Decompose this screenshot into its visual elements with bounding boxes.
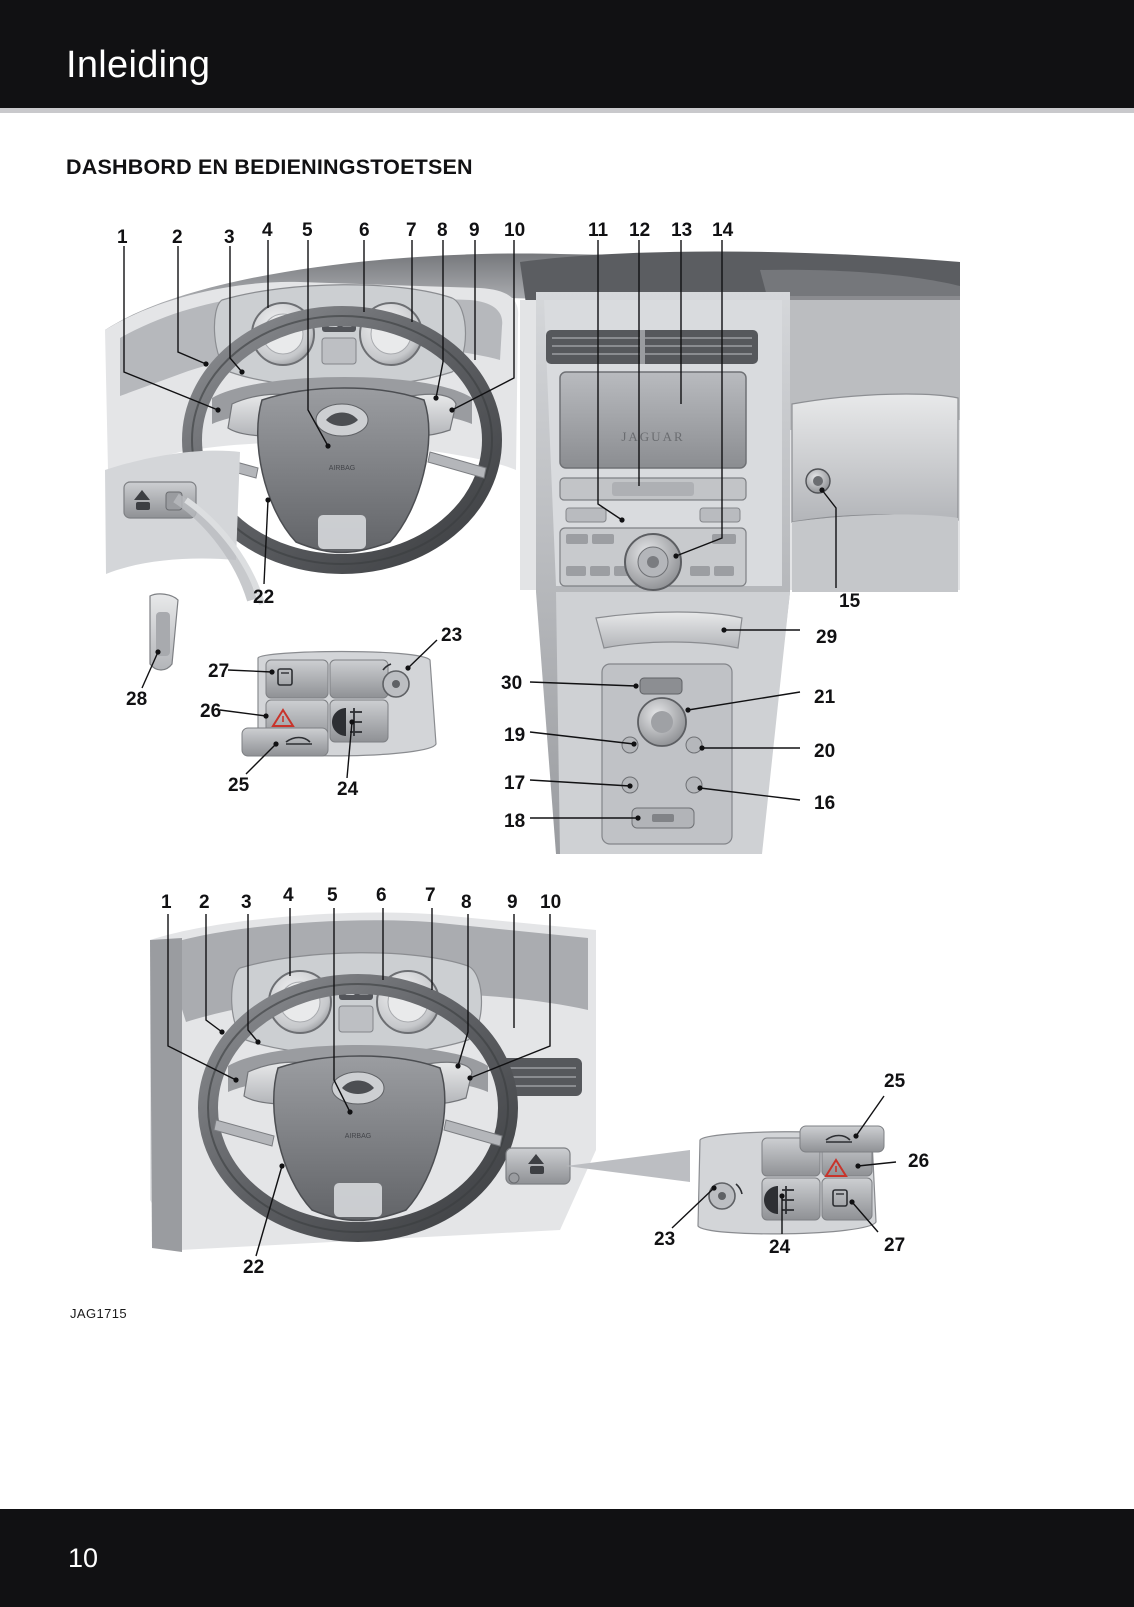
callout-27: 27 — [208, 661, 230, 682]
section-heading: DASHBORD EN BEDIENINGSTOETSEN — [66, 155, 473, 179]
callout-b26: 26 — [908, 1151, 930, 1172]
callout-21: 21 — [814, 687, 836, 708]
callout-5: 5 — [302, 220, 313, 241]
callout-18: 18 — [504, 811, 526, 832]
svg-text:JAGUAR: JAGUAR — [621, 429, 685, 444]
callout-b4: 4 — [283, 885, 294, 906]
callout-13: 13 — [671, 220, 693, 241]
figure-code: JAG1715 — [70, 1306, 128, 1321]
callout-20: 20 — [814, 741, 836, 762]
callout-14: 14 — [712, 220, 734, 241]
callout-28: 28 — [126, 689, 148, 710]
callout-1: 1 — [117, 227, 128, 248]
page-number: 10 — [68, 1543, 99, 1573]
callout-b5: 5 — [327, 885, 338, 906]
svg-text:AIRBAG: AIRBAG — [328, 465, 356, 472]
bottom-figure-art — [150, 908, 896, 1256]
callout-16: 16 — [814, 793, 836, 814]
callout-10: 10 — [504, 220, 526, 241]
callout-b22: 22 — [243, 1257, 265, 1278]
callout-6: 6 — [359, 220, 370, 241]
callout-b9: 9 — [507, 892, 518, 913]
callout-17: 17 — [504, 773, 526, 794]
callout-26: 26 — [200, 701, 222, 722]
callout-b25: 25 — [884, 1071, 906, 1092]
page-footer — [0, 1509, 1134, 1607]
callout-22: 22 — [253, 587, 275, 608]
callout-29: 29 — [816, 627, 838, 648]
callout-b2: 2 — [199, 892, 210, 913]
callout-15: 15 — [839, 591, 861, 612]
callout-25: 25 — [228, 775, 250, 796]
svg-text:AIRBAG: AIRBAG — [344, 1133, 372, 1140]
callout-b3: 3 — [241, 892, 252, 913]
callout-b6: 6 — [376, 885, 387, 906]
callout-7: 7 — [406, 220, 417, 241]
callout-2: 2 — [172, 227, 183, 248]
callout-b10: 10 — [540, 892, 562, 913]
callout-9: 9 — [469, 220, 480, 241]
callout-23: 23 — [441, 625, 463, 646]
callout-30: 30 — [501, 673, 523, 694]
callout-b27: 27 — [884, 1235, 906, 1256]
callout-b8: 8 — [461, 892, 472, 913]
callout-b7: 7 — [425, 885, 436, 906]
page-title: Inleiding — [66, 44, 211, 86]
callout-3: 3 — [224, 227, 235, 248]
callout-11: 11 — [588, 220, 609, 241]
callout-12: 12 — [629, 220, 651, 241]
callout-24: 24 — [337, 779, 359, 800]
callout-b24: 24 — [769, 1237, 791, 1258]
callout-b23: 23 — [654, 1229, 676, 1250]
callout-4: 4 — [262, 220, 273, 241]
callout-19: 19 — [504, 725, 526, 746]
callout-8: 8 — [437, 220, 448, 241]
callout-b1: 1 — [161, 892, 172, 913]
